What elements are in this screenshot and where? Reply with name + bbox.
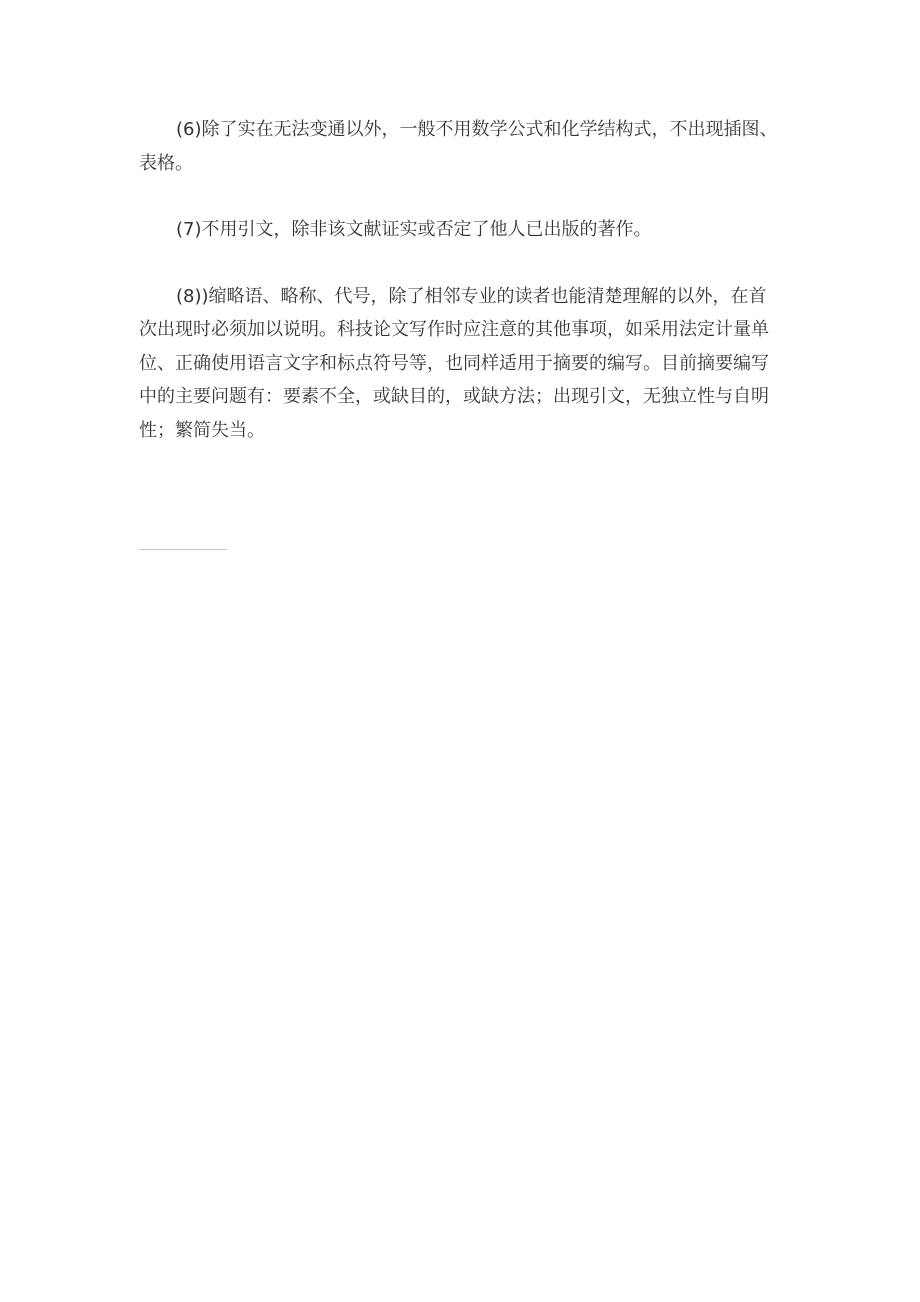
paragraph-6: (6)除了实在无法变通以外，一般不用数学公式和化学结构式，不出现插图、表格。 — [139, 119, 778, 174]
paragraph-8: (8))缩略语、略称、代号，除了相邻专业的读者也能清楚理解的以外，在首次出现时必须加以说明。科技论文写作时应注意的其他事项，如采用法定计量单位、正确使用语言文字和标点符号等，也同样适用于摘要的编写。目前摘要编写中的主要问题有：要素不全，或缺目的，或缺方法；出现引文，无独立性与自明性；繁简失当。 — [139, 285, 769, 441]
paragraph-7: (7)不用引文，除非该文献证实或否定了他人已出版的著作。 — [176, 219, 652, 240]
document-body — [139, 113, 783, 447]
footnote-divider — [139, 549, 227, 550]
